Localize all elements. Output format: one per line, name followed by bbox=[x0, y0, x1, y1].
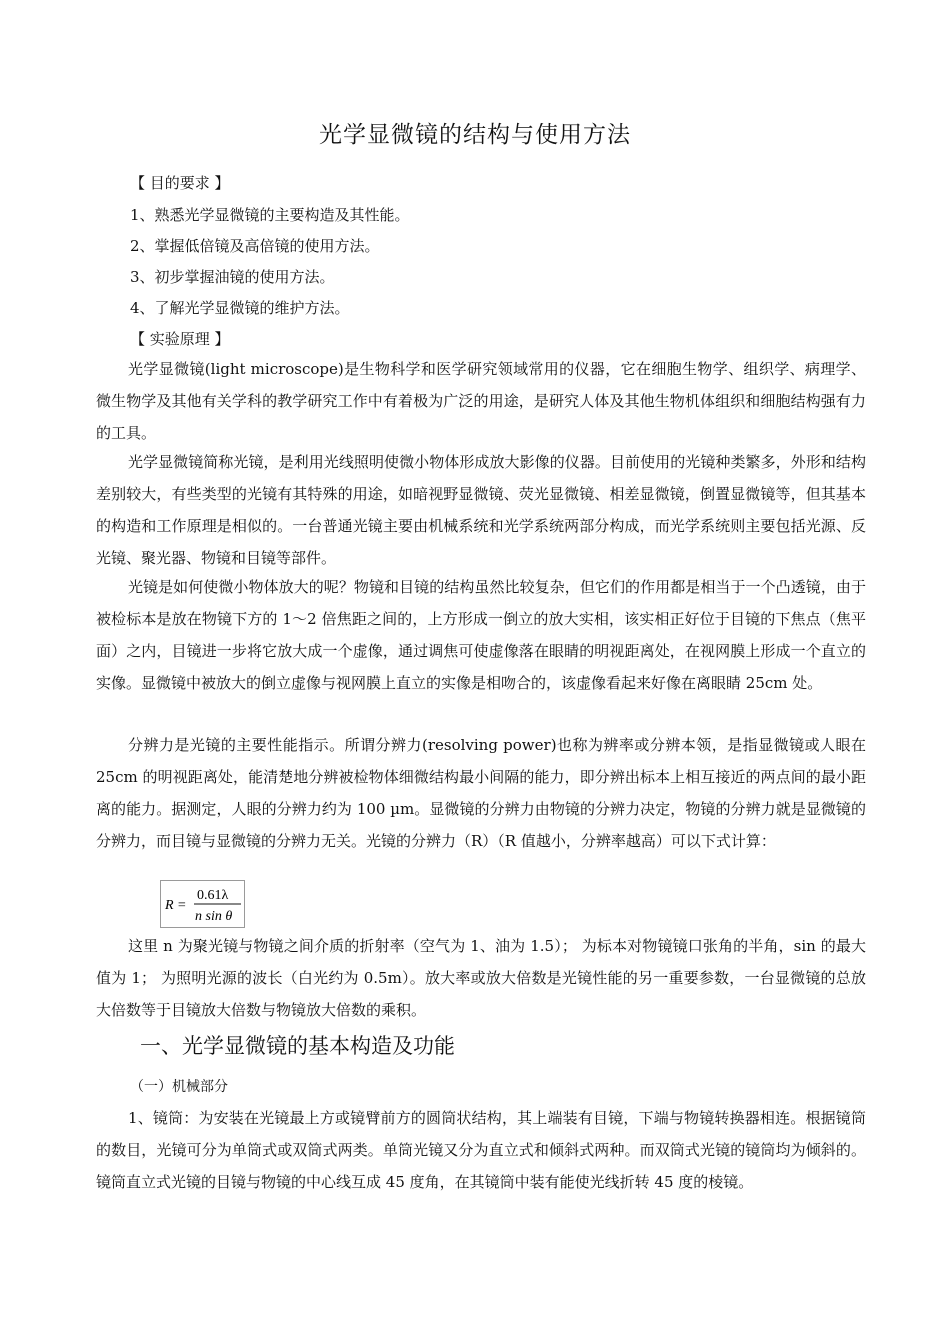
principle-paragraph-3: 光镜是如何使微小物体放大的呢？物镜和目镜的结构虽然比较复杂，但它们的作用都是相当于一个凸透镜，由于被检标本是放在物镜下方的 1～2 倍焦距之间的，上方形成一倒立的放大实相，该实相正好位于目镜的下焦点（焦平面）之内，目镜进一步将它放大成一个虚像，通过调焦可使虚像落在眼睛的明视距离处，在视网膜上形成一个直立的实像。显微镜中被放大的倒立虚像与视网膜上直立的实像是相吻合的，该虚像看起来好像在离眼睛 25cm 处。 bbox=[96, 578, 866, 692]
principle-paragraph-2: 光学显微镜简称光镜，是利用光线照明使微小物体形成放大影像的仪器。目前使用的光镜种类繁多，外形和结构差别较大，有些类型的光镜有其特殊的用途，如暗视野显微镜、荧光显微镜、相差显微镜，倒置显微镜等，但其基本的构造和工作原理是相似的。一台普通光镜主要由机械系统和光学系统两部分构成，而光学系统则主要包括光源、反光镜、聚光器、物镜和目镜等部件。 bbox=[96, 453, 866, 567]
objectives-heading: 【 目的要求 】 bbox=[130, 174, 230, 192]
objective-item-2: 2、掌握低倍镜及高倍镜的使用方法。 bbox=[130, 237, 380, 255]
objective-item-3: 3、初步掌握油镜的使用方法。 bbox=[130, 268, 335, 286]
subsection-heading: （一）机械部分 bbox=[130, 1079, 228, 1095]
principle-paragraph-1: 光学显微镜(light microscope)是生物科学和医学研究领域常用的仪器，它在细胞生物学、组织学、病理学、微生物学及其他有关学科的教学研究工作中有着极为广泛的用途，是研究人体及其他生物机体组织和细胞结构强有力的工具。 bbox=[96, 360, 866, 442]
section-paragraph-1: 1、镜筒：为安装在光镜最上方或镜臂前方的圆筒状结构，其上端装有目镜，下端与物镜转换器相连。根据镜筒的数目，光镜可分为单筒式或双筒式两类。单筒光镜又分为直立式和倾斜式两种。而双筒式光镜的镜筒均为倾斜的。镜筒直立式光镜的目镜与物镜的中心线互成 45 度角，在其镜筒中装有能使光线折转 45 度的棱镜。 bbox=[96, 1109, 866, 1191]
objective-item-1: 1、熟悉光学显微镜的主要构造及其性能。 bbox=[130, 206, 410, 224]
section-heading: 一、光学显微镜的基本构造及功能 bbox=[140, 1034, 455, 1058]
objective-item-4: 4、了解光学显微镜的维护方法。 bbox=[130, 299, 350, 317]
formula-numerator: 0.61λ bbox=[197, 888, 229, 903]
formula-denominator: n sin θ bbox=[195, 909, 233, 924]
principle-paragraph-4: 分辨力是光镜的主要性能指示。所谓分辨力(resolving power)也称为辨率或分辨本领，是指显微镜或人眼在 25cm 的明视距离处，能清楚地分辨被检物体细微结构最小间隔的能力，即分辨出标本上相互接近的两点间的最小距离的能力。据测定，人眼的分辨力约为 100 µm。显微镜的分辨力由物镜的分辨力决定，物镜的分辨力就是显微镜的分辨力，而目镜与显微镜的分辨力无关。光镜的分辨力（R）（R 值越小，分辨率越高）可以下式计算： bbox=[96, 736, 866, 850]
formula-lhs: R = bbox=[165, 898, 187, 913]
principle-heading: 【 实验原理 】 bbox=[130, 330, 230, 348]
principle-paragraph-5: 这里 n 为聚光镜与物镜之间介质的折射率（空气为 1、油为 1.5）； 为标本对物镜镜口张角的半角，sin 的最大值为 1； 为照明光源的波长（白光约为 0.5m）。放大率或放大倍数是光镜性能的另一重要参数，一台显微镜的总放大倍数等于目镜放大倍数与物镜放大倍数的乘积。 bbox=[96, 937, 866, 1019]
resolution-formula bbox=[160, 880, 245, 928]
page-title: 光学显微镜的结构与使用方法 bbox=[319, 122, 631, 148]
